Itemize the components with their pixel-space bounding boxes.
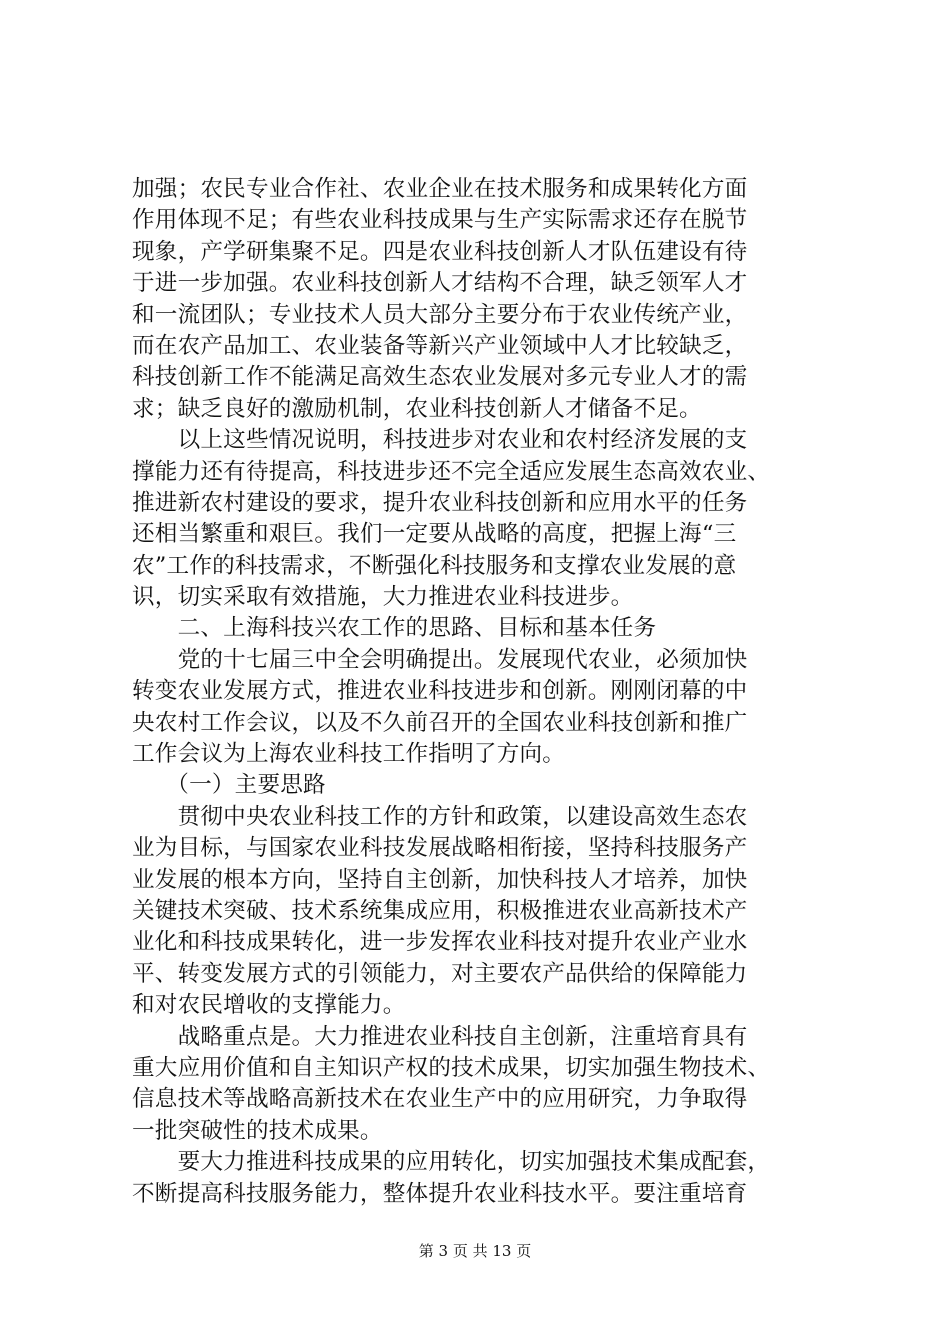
text-line: 央农村工作会议，以及不久前召开的全国农业科技创新和推广 bbox=[132, 709, 748, 736]
text-line: 转变农业发展方式，推进农业科技进步和创新。刚刚闭幕的中 bbox=[132, 678, 748, 705]
text-line: 于进一步加强。农业科技创新人才结构不合理，缺乏领军人才 bbox=[132, 270, 748, 297]
text-line: 党的十七届三中全会明确提出。发展现代农业，必须加快 bbox=[132, 646, 748, 673]
text-line: 业发展的根本方向，坚持自主创新，加快科技人才培养，加快 bbox=[132, 866, 748, 893]
text-line: 业为目标，与国家农业科技发展战略相衔接，坚持科技服务产 bbox=[132, 835, 748, 862]
text-line: 不断提高科技服务能力，整体提升农业科技水平。要注重培育 bbox=[132, 1180, 748, 1207]
text-line: 作用体现不足；有些农业科技成果与生产实际需求还存在脱节 bbox=[132, 207, 748, 234]
text-line: 信息技术等战略高新技术在农业生产中的应用研究，力争取得 bbox=[132, 1086, 748, 1113]
page-number-footer: 第 3 页 共 13 页 bbox=[418, 1242, 532, 1260]
text-line: 现象，产学研集聚不足。四是农业科技创新人才队伍建设有待 bbox=[132, 238, 748, 265]
text-line: 科技创新工作不能满足高效生态农业发展对多元专业人才的需 bbox=[132, 364, 748, 391]
text-line: 求；缺乏良好的激励机制，农业科技创新人才储备不足。 bbox=[132, 395, 702, 422]
text-line: 重大应用价值和自主知识产权的技术成果，切实加强生物技术、 bbox=[132, 1054, 771, 1081]
text-line: 和对农民增收的支撑能力。 bbox=[132, 992, 406, 1019]
text-line: 工作会议为上海农业科技工作指明了方向。 bbox=[132, 741, 566, 768]
text-line: 业化和科技成果转化，进一步发挥农业科技对提升农业产业水 bbox=[132, 929, 748, 956]
text-line: 一批突破性的技术成果。 bbox=[132, 1117, 383, 1144]
text-line: 识，切实采取有效措施，大力推进农业科技进步。 bbox=[132, 584, 634, 611]
text-line: 推进新农村建设的要求，提升农业科技创新和应用水平的任务 bbox=[132, 489, 748, 516]
text-line: 加强；农民专业合作社、农业企业在技术服务和成果转化方面 bbox=[132, 176, 748, 202]
text-line: 平、转变发展方式的引领能力，对主要农产品供给的保障能力 bbox=[132, 960, 748, 987]
text-line: 和一流团队；专业技术人员大部分主要分布于农业传统产业， bbox=[132, 301, 748, 328]
section-heading: 二、上海科技兴农工作的思路、目标和基本任务 bbox=[132, 615, 657, 642]
subsection-heading: （一）主要思路 bbox=[132, 772, 326, 799]
text-line: 农”工作的科技需求，不断强化科技服务和支撑农业发展的意 bbox=[132, 552, 737, 579]
text-line: 关键技术突破、技术系统集成应用，积极推进农业高新技术产 bbox=[132, 897, 748, 924]
text-line: 战略重点是。大力推进农业科技自主创新，注重培育具有 bbox=[132, 1023, 748, 1050]
text-line: 要大力推进科技成果的应用转化，切实加强技术集成配套， bbox=[132, 1149, 771, 1176]
text-line: 而在农产品加工、农业装备等新兴产业领域中人才比较缺乏， bbox=[132, 332, 748, 359]
text-line: 贯彻中央农业科技工作的方针和政策，以建设高效生态农 bbox=[132, 803, 748, 830]
text-line: 以上这些情况说明，科技进步对农业和农村经济发展的支 bbox=[132, 427, 748, 454]
document-body bbox=[132, 174, 832, 1210]
text-line: 撑能力还有待提高，科技进步还不完全适应发展生态高效农业、 bbox=[132, 458, 771, 485]
text-line: 还相当繁重和艰巨。我们一定要从战略的高度，把握上海“三 bbox=[132, 521, 737, 548]
